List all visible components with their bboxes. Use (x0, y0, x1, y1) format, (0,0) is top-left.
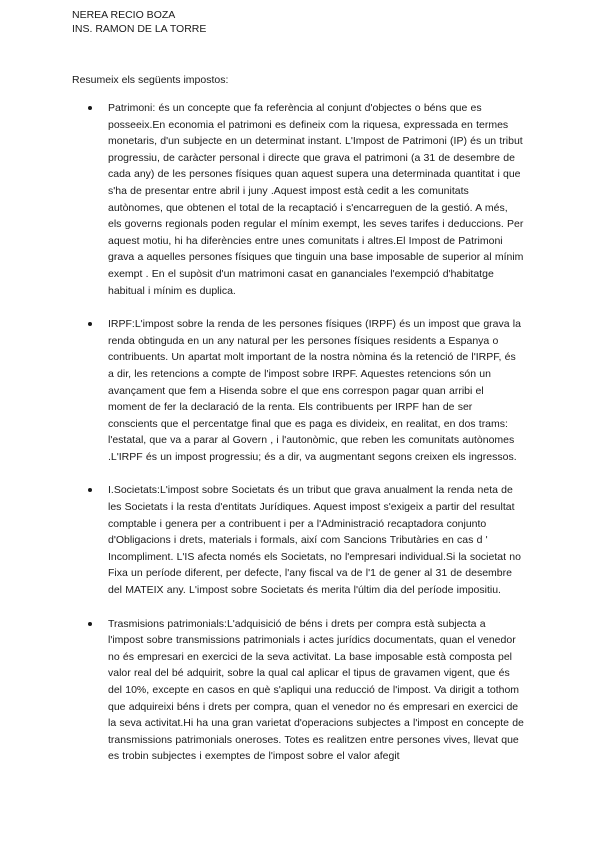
bullet-icon (88, 622, 92, 626)
document-header (72, 8, 206, 36)
bullet-icon (88, 322, 92, 326)
list-item-irpf (72, 316, 524, 465)
bullet-icon (88, 488, 92, 492)
bullet-icon (88, 106, 92, 110)
author-name: NEREA RECIO BOZA (72, 9, 176, 21)
list-item-text: Patrimoni: és un concepte que fa referència al conjunt d'objectes o béns que es posseeix.En economia el patrimoni es defineix com la riquesa, expressada en termes monetaris, d'un subjecte en un determinat instant. L'Impost de Patrimoni (IP) és un tribut progressiu, de caràcter personal i directe que grava el patrimoni (a 31 de desembre de cada any) de les persones físiques quan aquest supera una determinada quantitat i que s'ha de presentar entre abril i juny .Aquest impost està cedit a les comunitats autònomes, que obtenen el total de la recaptació i s'encarreguen de la gestió. A més, els governs regionals poden regular el mínim exempt, les seves tarifes i deduccions. Per aquest motiu, hi ha diferències entre unes comunitats i altres.El Impost de Patrimoni grava a aquelles persones físiques que tinguin una base imposable de superior al mínim exempt . En el supòsit d'un matrimoni casat en gananciales l'exempció d'habitatge habitual i mínim es duplica. (108, 102, 524, 297)
tax-list (72, 100, 524, 782)
list-item-transmisions (72, 616, 524, 765)
intro-text: Resumeix els següents impostos: (72, 74, 229, 86)
list-item-societats (72, 482, 524, 598)
list-item-text: I.Societats:L'impost sobre Societats és un tribut que grava anualment la renda neta de les Societats i la resta d'entitats Jurídiques. Aquest impost s'exigeix a partir del resultat comptable i genera per a contribuent i per a l'Administració recaptadora conjunto d'Obligacions i drets, materials i formals, així com Sancions Tributàries en cas d ' Incompliment. L'IS afecta només els Societats, no l'empresari individual.Si la societat no Fixa un període diferent, per defecte, l'any fiscal va de l'1 de gener al 31 de desembre del MATEIX any. L'impost sobre Societats és merita l'últim dia del període impositiu. (108, 484, 521, 597)
school-name: INS. RAMON DE LA TORRE (72, 23, 207, 35)
list-item-text: Trasmisions patrimonials:L'adquisició de béns i drets per compra està subjecta a l'impost sobre transmissions patrimonials i actes jurídics documentats, quan el venedor no és empresari en exercici de la seva activitat. La base imposable està composta pel valor real del bé adquirit, sobre la qual cal aplicar el tipus de gravamen vigent, que és del 10%, excepte en casos en què s'apliqui una reducció de l'impost. Va dirigit a tothom que adquireixi béns i drets per compra, quan el venedor no és empresari en exercici de la seva activitat.Hi ha una gran varietat d'operacions subjectes a l'impost en concepte de transmissions patrimonials oneroses. Totes es realitzen entre persones vives, llevat que es trobin subjectes i exemptes de l'impost sobre el valor afegit (108, 617, 524, 763)
list-item-text: IRPF:L'impost sobre la renda de les persones físiques (IRPF) és un impost que grava la renda obtinguda en un any natural per les persones físiques residents a Espanya o contribuents. Un apartat molt important de la nostra nòmina és la retenció de l'IRPF, és a dir, les retencions a compte de l'impost sobre IRPF. Aquestes retencions són un avançament que fem a Hisenda sobre el que ens correspon pagar quan arribi el moment de fer la declaració de la renta. Els contribuents per IRPF han de ser conscients que el percentatge final que es paga es divideix, en realitat, en dos trams: l'estatal, que va a parar al Govern , i l'autonòmic, que reben les comunitats autònomes .L'IRPF és un impost progressiu; és a dir, va augmentant segons creixen els ingressos. (108, 318, 521, 463)
list-item-patrimoni (72, 100, 524, 299)
